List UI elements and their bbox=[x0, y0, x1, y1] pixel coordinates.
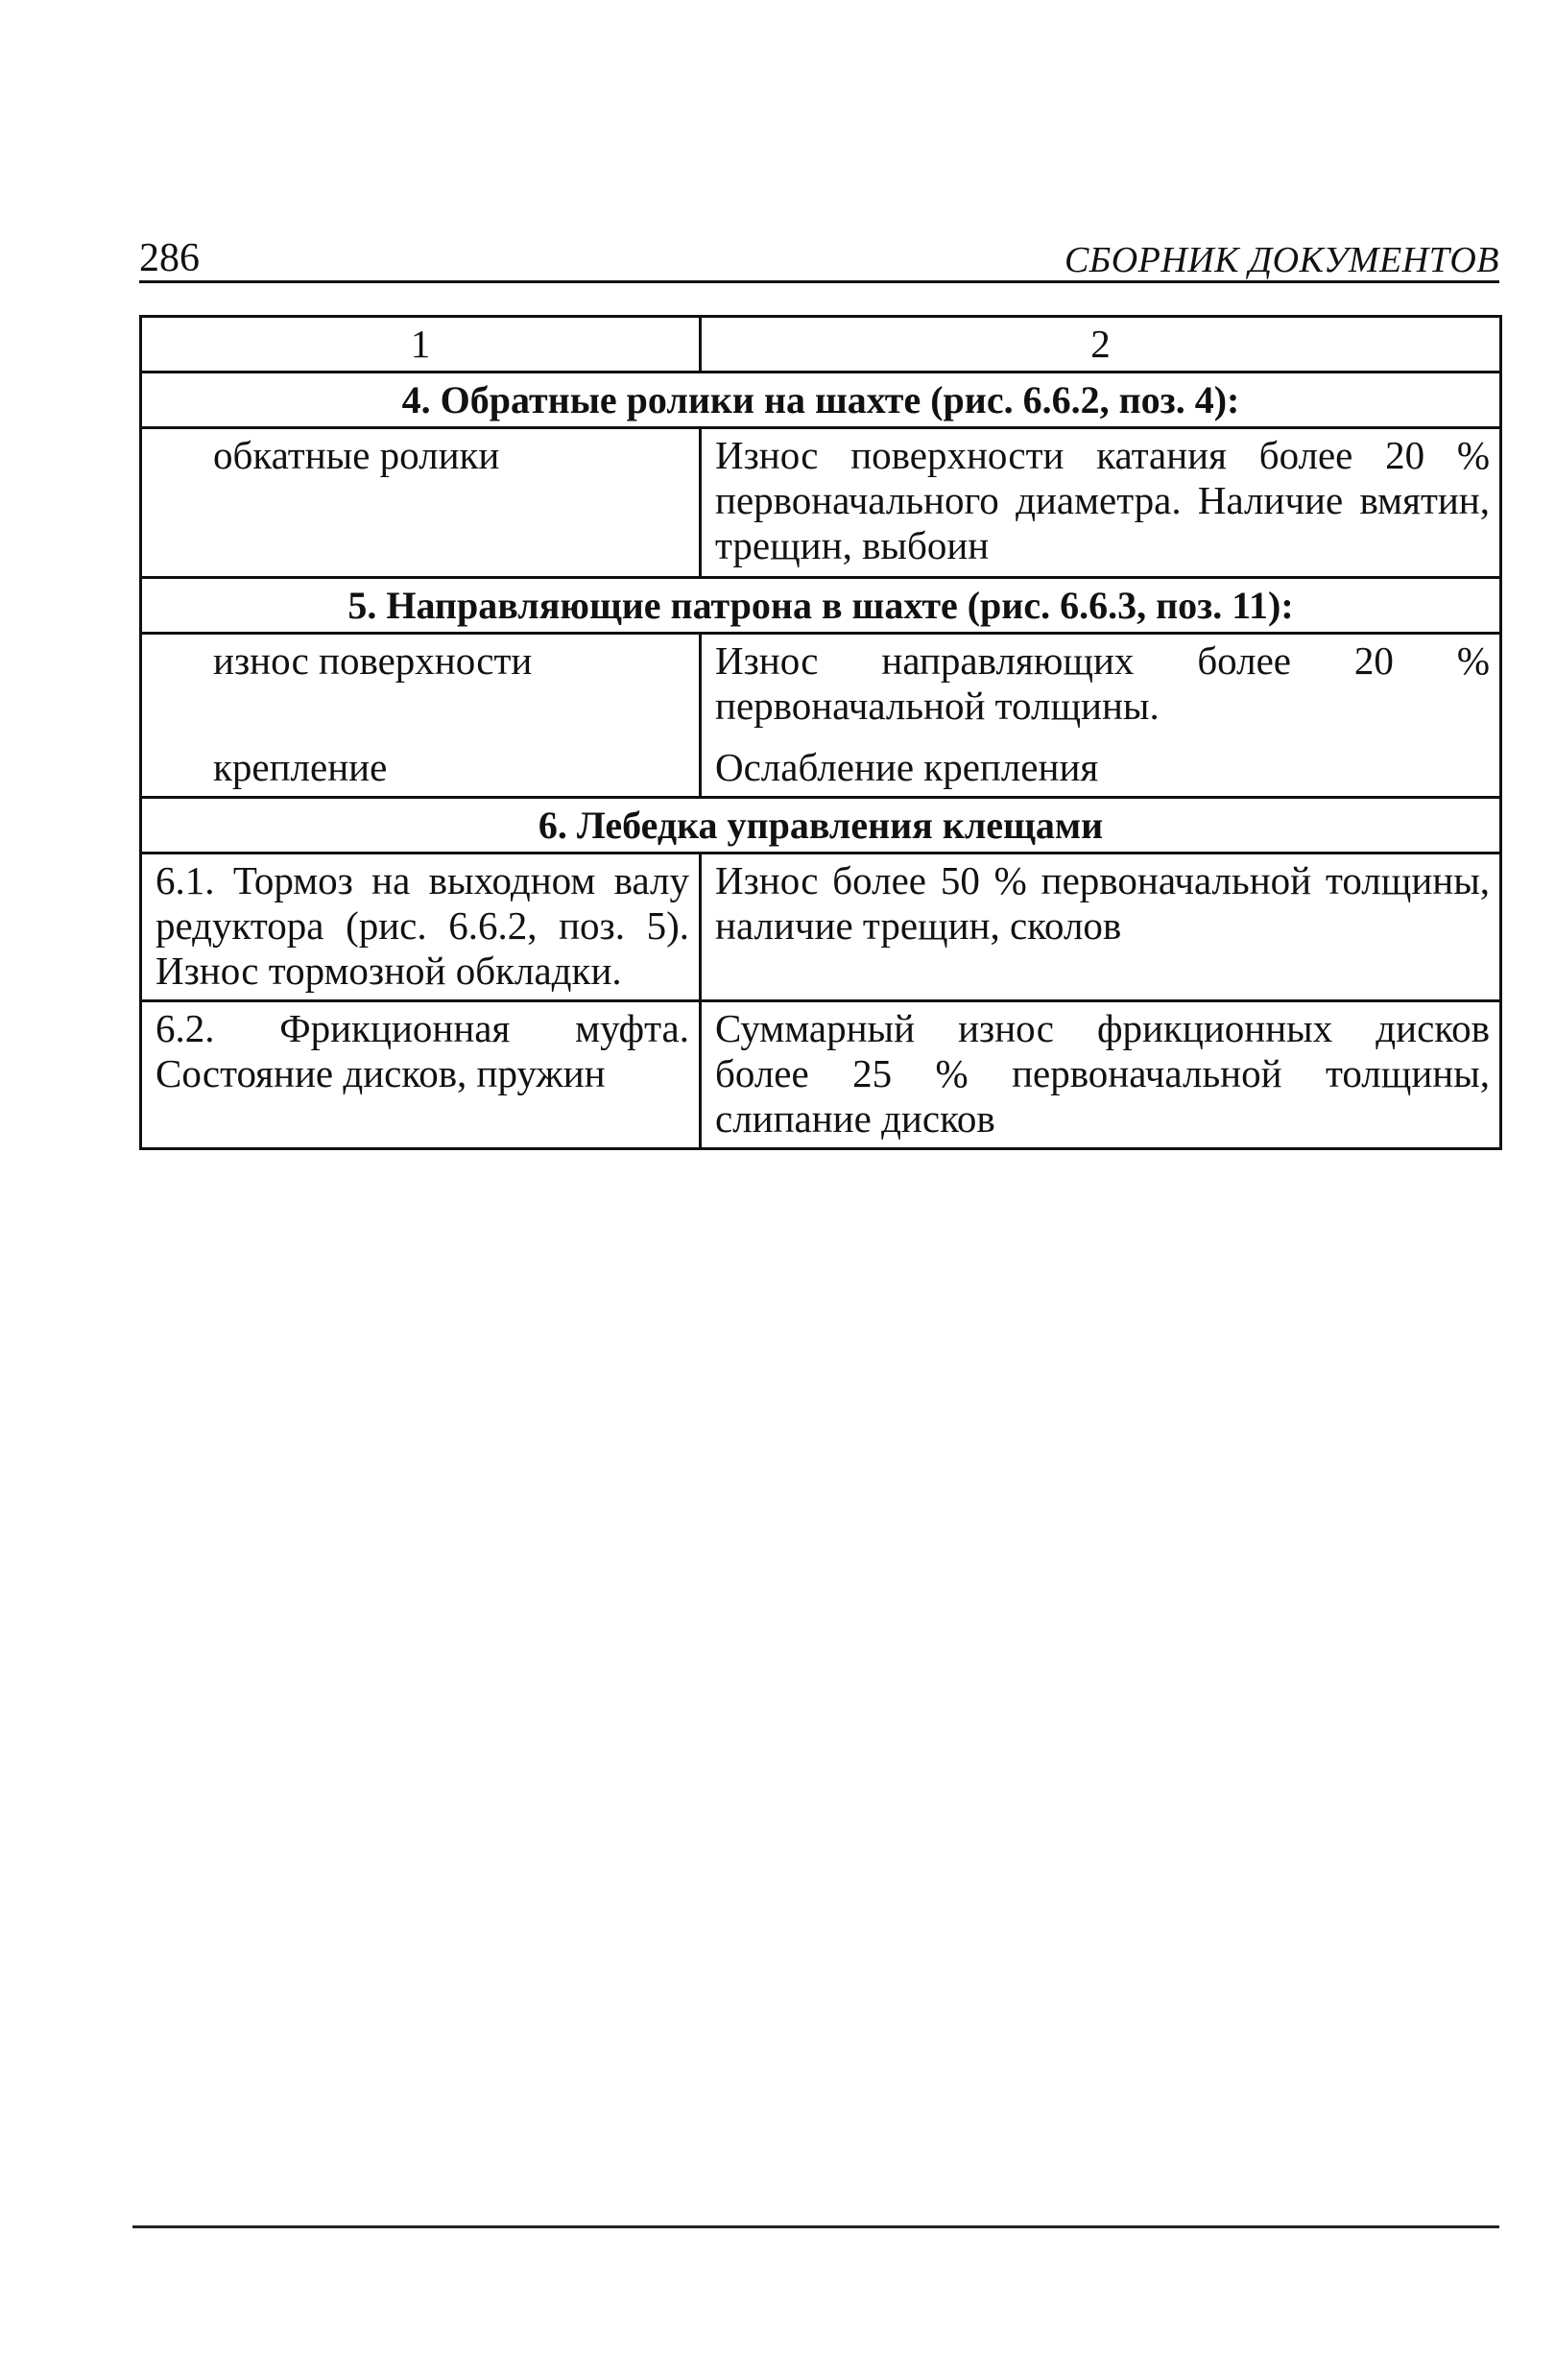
footer-rule bbox=[132, 2225, 1499, 2228]
criteria-cell: Суммарный износ фрикционных дисков более 25 % первоначальной толщины, слипание дисков bbox=[701, 1001, 1501, 1149]
criteria-text: Износ направляющих более 20 % первоначальной толщины. bbox=[715, 638, 1490, 728]
criteria-gap bbox=[715, 729, 1490, 745]
page-header bbox=[139, 230, 1499, 283]
criteria-cell: Износ более 50 % первоначальной толщины, наличие трещин, сколов bbox=[701, 853, 1501, 1001]
section-row bbox=[141, 798, 1501, 853]
param-cell: 6.2. Фрикционная муфта. Состояние дисков, пружин bbox=[141, 1001, 701, 1149]
section-title-6: 6. Лебедка управления клещами bbox=[141, 798, 1501, 853]
param-cell: 6.1. Тормоз на выходном валу редуктора (рис. 6.6.2, поз. 5). Износ тормозной обкладки. bbox=[141, 853, 701, 1001]
section-row bbox=[141, 373, 1501, 428]
table-row bbox=[141, 853, 1501, 1001]
param-cell: обкатные ролики bbox=[141, 428, 701, 578]
column-number-1: 1 bbox=[141, 317, 701, 373]
section-title-4: 4. Обратные ролики на шахте (рис. 6.6.2, поз. 4): bbox=[141, 373, 1501, 428]
param-text: износ поверхности bbox=[213, 638, 533, 683]
table-row bbox=[141, 428, 1501, 578]
param-spacer bbox=[213, 684, 689, 729]
param-gap bbox=[213, 729, 689, 745]
criteria-cell bbox=[701, 634, 1501, 798]
section-title-5: 5. Направляющие патрона в шахте (рис. 6.6.3, поз. 11): bbox=[141, 578, 1501, 634]
criteria-text: Ослабление крепления bbox=[715, 745, 1099, 789]
running-title: СБОРНИК ДОКУМЕНТОВ bbox=[1064, 240, 1499, 280]
param-text: крепление bbox=[213, 745, 388, 789]
criteria-cell: Износ поверхности катания более 20 % первоначального диаметра. Наличие вмятин, трещин, выбоин bbox=[701, 428, 1501, 578]
param-cell bbox=[141, 634, 701, 798]
section-row bbox=[141, 578, 1501, 634]
inspection-criteria-table bbox=[139, 315, 1502, 1150]
column-number-2: 2 bbox=[701, 317, 1501, 373]
table-row bbox=[141, 634, 1501, 798]
page-number: 286 bbox=[139, 236, 200, 280]
table-row bbox=[141, 1001, 1501, 1149]
column-number-row bbox=[141, 317, 1501, 373]
